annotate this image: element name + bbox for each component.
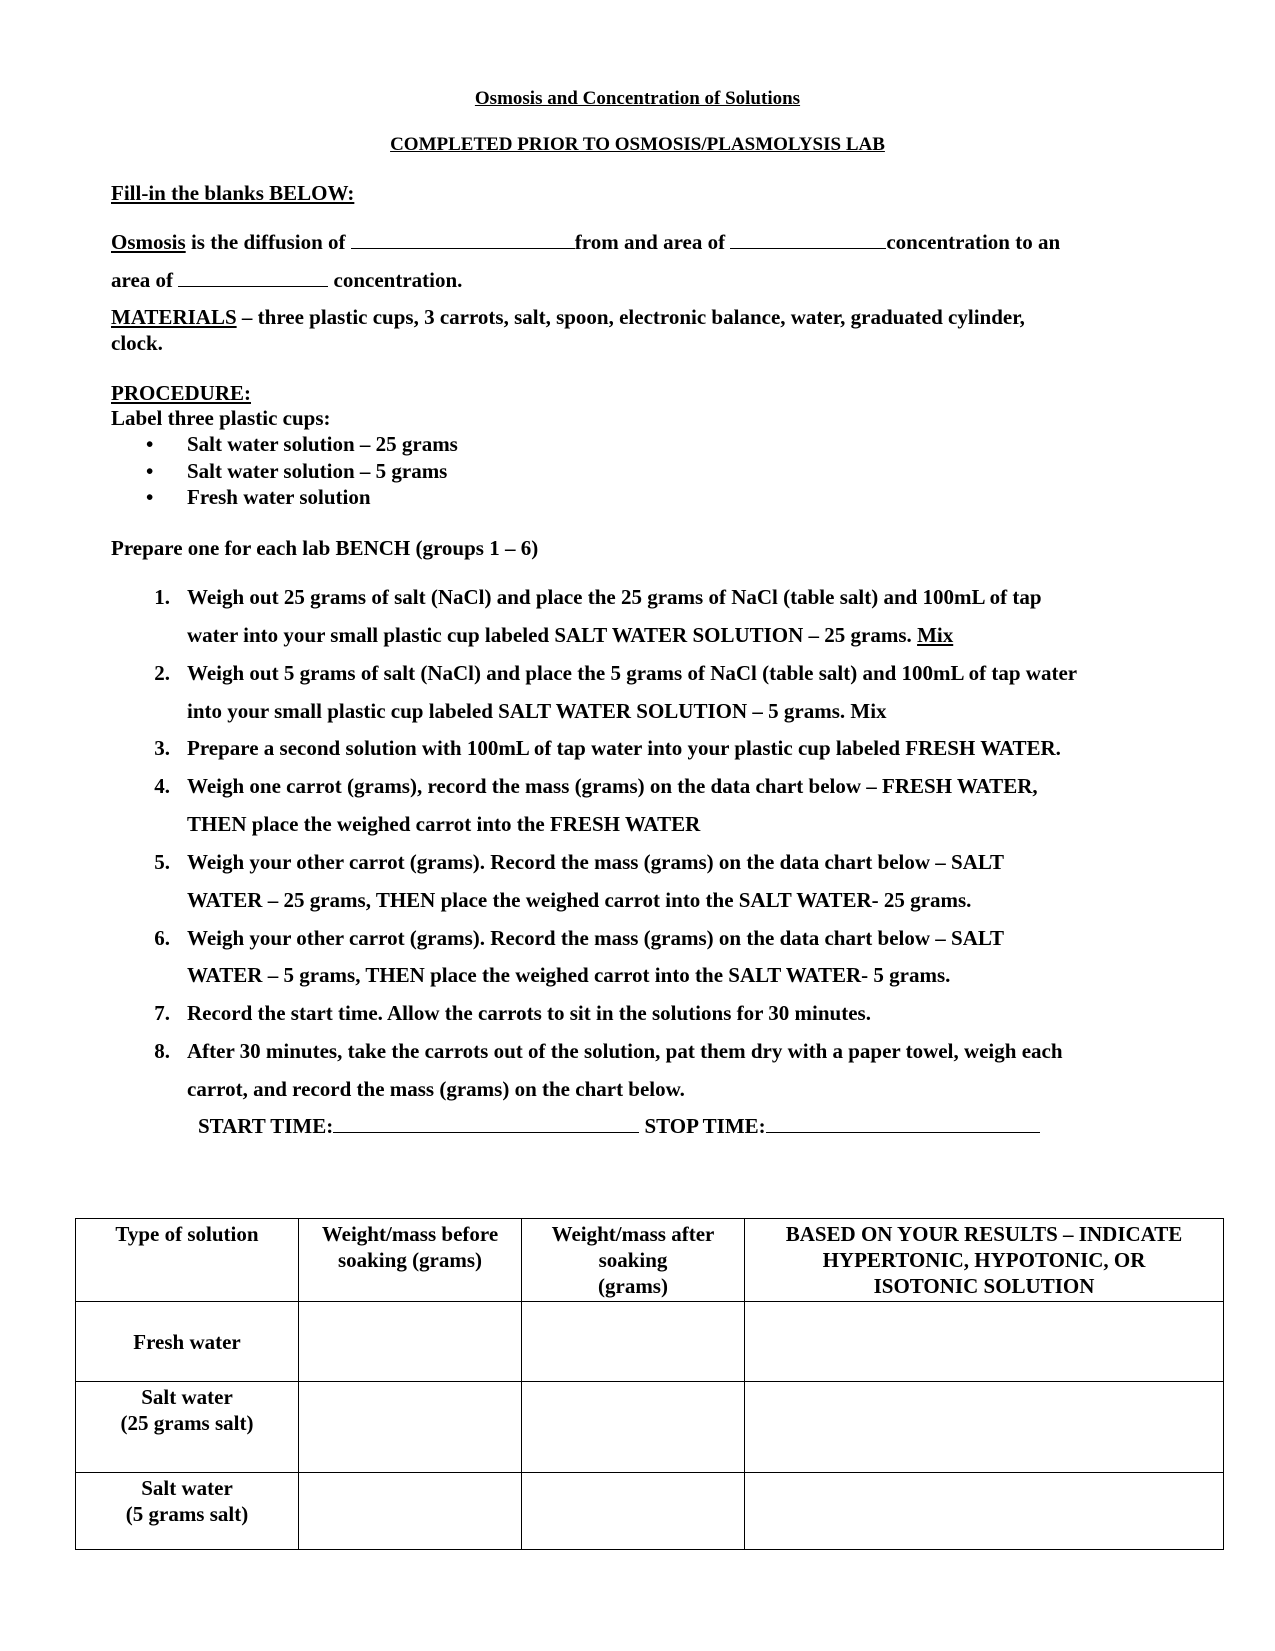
start-time-label: START TIME: <box>198 1114 334 1138</box>
procedure-intro: Label three plastic cups: <box>111 406 331 430</box>
table-header-cell: BASED ON YOUR RESULTS – INDICATE HYPERTONIC, HYPOTONIC, OR ISOTONIC SOLUTION <box>745 1219 1224 1302</box>
list-item-continuation: water into your small plastic cup labeled SALT WATER SOLUTION – 25 grams. Mix <box>187 623 954 647</box>
table-input-cell[interactable] <box>299 1473 522 1550</box>
table-row <box>76 1302 1224 1382</box>
page-title: Osmosis and Concentration of Solutions <box>474 88 801 109</box>
materials-line2: clock. <box>111 331 163 355</box>
time-fields <box>198 1114 1040 1139</box>
table-input-cell[interactable] <box>745 1302 1224 1382</box>
osmosis-sentence-line2: area of concentration. <box>111 268 463 292</box>
blank-field-2[interactable] <box>730 230 886 249</box>
table-input-cell[interactable] <box>299 1302 522 1382</box>
materials-line1: MATERIALS – three plastic cups, 3 carrots, salt, spoon, electronic balance, water, graduated cylinder, <box>111 305 1025 329</box>
table-input-cell[interactable] <box>522 1382 745 1473</box>
bullet-icon: • <box>146 459 154 483</box>
prepare-note: Prepare one for each lab BENCH (groups 1 – 6) <box>111 536 539 560</box>
blank-field-3[interactable] <box>178 268 328 287</box>
bullet-icon: • <box>146 432 154 456</box>
stop-time-field[interactable] <box>766 1114 1040 1133</box>
table-row <box>76 1382 1224 1473</box>
procedure-heading: PROCEDURE: <box>111 381 251 405</box>
stop-time-label: STOP TIME: <box>644 1114 766 1138</box>
osmosis-term: Osmosis <box>111 230 186 254</box>
list-item-continuation: WATER – 5 grams, THEN place the weighed carrot into the SALT WATER- 5 grams. <box>187 963 951 987</box>
table-input-cell[interactable] <box>522 1473 745 1550</box>
page-subtitle: COMPLETED PRIOR TO OSMOSIS/PLASMOLYSIS LAB <box>390 134 885 155</box>
table-row <box>76 1473 1224 1550</box>
blank-field-1[interactable] <box>351 230 575 249</box>
data-table <box>75 1218 1224 1550</box>
worksheet-page: Osmosis and Concentration of Solutions COMPLETED PRIOR TO OSMOSIS/PLASMOLYSIS LAB Fill-in the blanks BELOW: Osmosis is the diffusion of from and area of concentration to an area of concentration. MATERIALS – three plastic cups, 3 carrots, salt, spoon, electronic balance, water, graduated cylinder, clock. PROCEDURE: Label three plastic cups: • Salt water solution – 25 grams • Salt water solution – 5 grams • Fresh water solution Prepare one for each lab BENCH (groups 1 – 6) 1. Weigh out 25 grams of salt (NaCl) and place the 25 grams of NaCl (table salt) and 100mL of tap water into your small plastic cup labeled SALT WATER SOLUTION – 25 grams. Mix 2. Weigh out 5 grams of salt (NaCl) and place the 5 grams of NaCl (table salt) and 100mL of tap water into your small plastic cup labeled SALT WATER SOLUTION – 5 grams. Mix 3. Prepare a second solution with 100mL of tap water into your plastic cup labeled FRESH WATER. 4. Weigh one carrot (grams), record the mass (grams) on the data chart below – FRESH WATER, THEN place the weighed carrot into the FRESH WATER 5. Weigh your other carrot (grams). Record the mass (grams) on the data chart below – SALT WATER – 25 grams, THEN place the weighed carrot into the SALT WATER- 25 grams. 6. Weigh your other carrot (grams). Record the mass (grams) on the data chart below – SALT WATER – 5 grams, THEN place the weighed carrot into the SALT WATER- 5 grams. 7. Record the start time. Allow the carrots to sit in the solutions for 30 minutes. 8. After 30 minutes, take the carrots out of the solution, pat them dry with a paper towel, weigh each carrot, and record the mass (grams) on the chart below. START TIME: STOP TIME: Type of solution Weight/mass before soaking (grams) Weight/mass after soaking (grams) BASED ON YOUR RESULTS – INDICATE HYPERTONIC, HYPOTONIC, OR ISOTONIC SOLUTION Fresh water Salt water (25 grams salt) Salt water (5 grams salt) <box>0 0 1275 1651</box>
fill-in-heading: Fill-in the blanks BELOW: <box>111 181 355 205</box>
table-header-cell: Weight/mass before soaking (grams) <box>299 1219 522 1302</box>
table-row-label: Salt water (25 grams salt) <box>76 1382 299 1473</box>
osmosis-sentence-line1: Osmosis is the diffusion of from and area of concentration to an <box>111 230 1061 254</box>
table-header-row <box>76 1219 1224 1302</box>
list-item-continuation: into your small plastic cup labeled SALT WATER SOLUTION – 5 grams. Mix <box>187 699 887 723</box>
list-item-continuation: WATER – 25 grams, THEN place the weighed carrot into the SALT WATER- 25 grams. <box>187 888 972 912</box>
table-row-label: Fresh water <box>76 1302 299 1382</box>
table-input-cell[interactable] <box>745 1473 1224 1550</box>
table-header-cell: Weight/mass after soaking (grams) <box>522 1219 745 1302</box>
table-row-label: Salt water (5 grams salt) <box>76 1473 299 1550</box>
table-input-cell[interactable] <box>745 1382 1224 1473</box>
table-input-cell[interactable] <box>299 1382 522 1473</box>
start-time-field[interactable] <box>333 1114 639 1133</box>
list-item-continuation: carrot, and record the mass (grams) on the chart below. <box>187 1077 685 1101</box>
bullet-icon: • <box>146 485 154 509</box>
table-header-cell: Type of solution <box>76 1219 299 1302</box>
list-item-continuation: THEN place the weighed carrot into the FRESH WATER <box>187 812 701 836</box>
materials-label: MATERIALS <box>111 305 237 329</box>
table-input-cell[interactable] <box>522 1302 745 1382</box>
